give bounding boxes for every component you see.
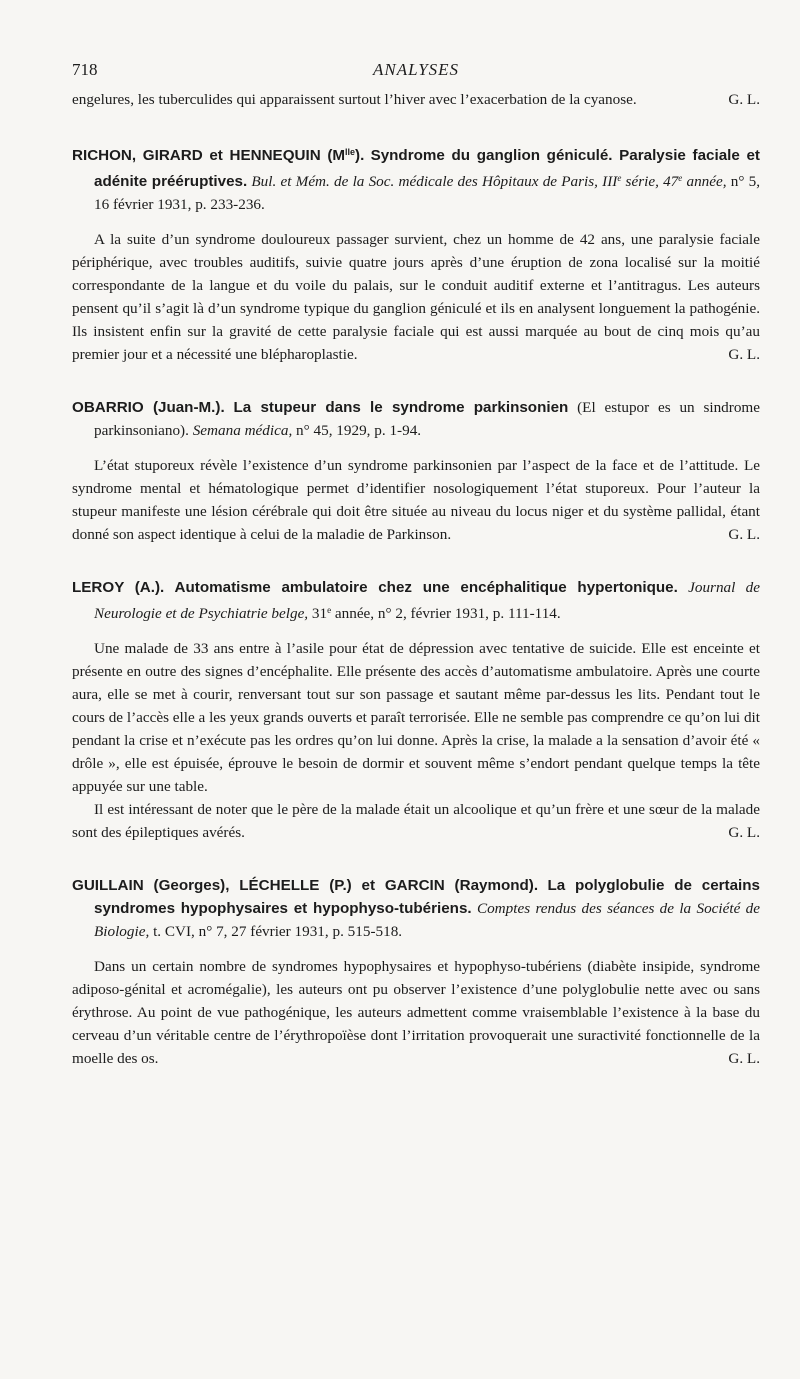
entry-journal: Bul. et Mém. de la Soc. médicale des Hôpitaux de Paris, IIIe série, 47e année, <box>251 173 727 190</box>
entry-authors: RICHON, GIRARD et HENNEQUIN $(M^{lle})$. <box>72 147 365 164</box>
entry-authors: OBARRIO (Juan-M.). <box>72 399 225 416</box>
entry-authors: LEROY (A.). <box>72 579 165 596</box>
review-entry <box>72 141 760 366</box>
entry-abstract: A la suite d’un syndrome douloureux passager survient, chez un homme de 42 ans, une paralysie faciale périphérique, avec troubles auditifs, suivie quatre jours après d’une éruption de zona localisé sur la moitié correspondante de la langue et du voile du palais, sur le conduit auditif externe et l’antitragus. Les auteurs pensent qu’il s’agit là d’un syndrome typique du ganglion géniculé et ils en analysent longuement la pathogénie. Ils insistent enfin sur la gravité de cette paralysie faciale qui est aussi marquée au bout de cinq mois qu’au premier jour et a nécessité une blépharoplastie. G. L. <box>72 228 760 366</box>
signature: G. L. <box>728 526 760 543</box>
entry-abstract: L’état stuporeux révèle l’existence d’un syndrome parkinsonien par l’aspect de la face et de l’attitude. Le syndrome mental et hématologique permet d’identifier nosologiquement l’état stuporeux. Pour l’auteur la stupeur manifeste une lésion cérébrale qui doit être située au niveau du locus niger et du système pallidal, étant donné son aspect identique à celui de la maladie de Parkinson. G. L. <box>72 454 760 546</box>
entry-reference: 31e année, n° 2, février 1931, p. 111-114. <box>308 605 561 622</box>
entry-journal: Semana médica, <box>192 422 293 439</box>
entry-title: Syndrome du ganglion géniculé. Paralysie faciale et adénite prééruptives. <box>94 147 760 190</box>
entry-abstract: Il est intéressant de noter que le père de la malade était un alcoolique et qu’un frère et une sœur de la malade sont des épileptiques avérés. G. L. <box>72 798 760 844</box>
entry-authors: GUILLAIN (Georges), LÉCHELLE (P.) et GARCIN (Raymond). <box>72 877 539 894</box>
signature: G. L. <box>728 91 760 108</box>
review-entry <box>72 874 760 1070</box>
entry-journal: Journal de Neurologie et de Psychiatrie belge, <box>94 579 760 622</box>
entry-abstract: Dans un certain nombre de syndromes hypophysaires et hypophyso-tubériens (diabète insipide, syndrome adiposo-génital et acromégalie), les auteurs ont pu observer l’existence d’une polyglobulie nette avec ou sans érythrose. Au point de vue pathogénique, les auteurs admettent comme vraisemblable l’existence à la base du cerveau d’un véritable centre de l’érythropoïèse dont l’irritation provoquerait une suractivité fonctionnelle de la moelle des os. G. L. <box>72 955 760 1070</box>
entry-title: La polyglobulie de certains syndromes hypophysaires et hypophyso-tubériens. <box>94 877 761 917</box>
continuation-text: engelures, les tuberculides qui apparaissent surtout l’hiver avec l’exacerbation de la cyanose. <box>72 91 637 108</box>
entry-title: Automatisme ambulatoire chez une encéphalitique hypertonique. <box>174 579 678 596</box>
entry-title-tail: (El estupor es un sindrome parkinsoniano). <box>94 399 760 439</box>
signature: G. L. <box>728 1050 760 1067</box>
entry-heading <box>72 141 760 216</box>
entry-reference: n° 45, 1929, p. 1-94. <box>292 422 422 439</box>
entry-reference: n° 5, 16 février 1931, p. 233-236. <box>94 173 760 213</box>
running-title: ANALYSES <box>372 60 460 79</box>
page-header <box>72 60 760 88</box>
entry-journal: Comptes rendus des séances de la Société de Biologie, <box>94 900 760 940</box>
page-number: 718 <box>72 60 98 79</box>
entry-heading <box>72 576 760 625</box>
review-entry <box>72 396 760 546</box>
signature: G. L. <box>728 346 760 363</box>
journal-page <box>72 60 760 1070</box>
entry-reference: t. CVI, n° 7, 27 février 1931, p. 515-518. <box>149 923 403 940</box>
entry-abstract: Une malade de 33 ans entre à l’asile pour état de dépression avec tentative de suicide. Elle est enceinte et présente en outre des signes d’encéphalite. Elle présente des accès d’automatisme ambulatoire. Après une courte aura, elle se met à courir, renversant tout sur son passage et sautant même par-dessus les lits. Pendant tout le cours de l’accès elle a les yeux grands ouverts et paraît terrorisée. Elle ne semble pas comprendre ce qu’on lui dit pendant la crise et n’exécute pas les ordres qu’on lui donne. Après la crise, la malade a la sensation d’avoir été « drôle », elle est épuisée, éprouve le besoin de dormir et souvent même s’endort pendant quelque temps la tête appuyée sur une table. <box>72 640 760 795</box>
continuation-paragraph <box>72 88 760 111</box>
entry-heading <box>72 396 760 442</box>
review-entry <box>72 576 760 844</box>
entry-title: La stupeur dans le syndrome parkinsonien <box>233 399 569 416</box>
entry-heading <box>72 874 760 943</box>
signature: G. L. <box>728 824 760 841</box>
